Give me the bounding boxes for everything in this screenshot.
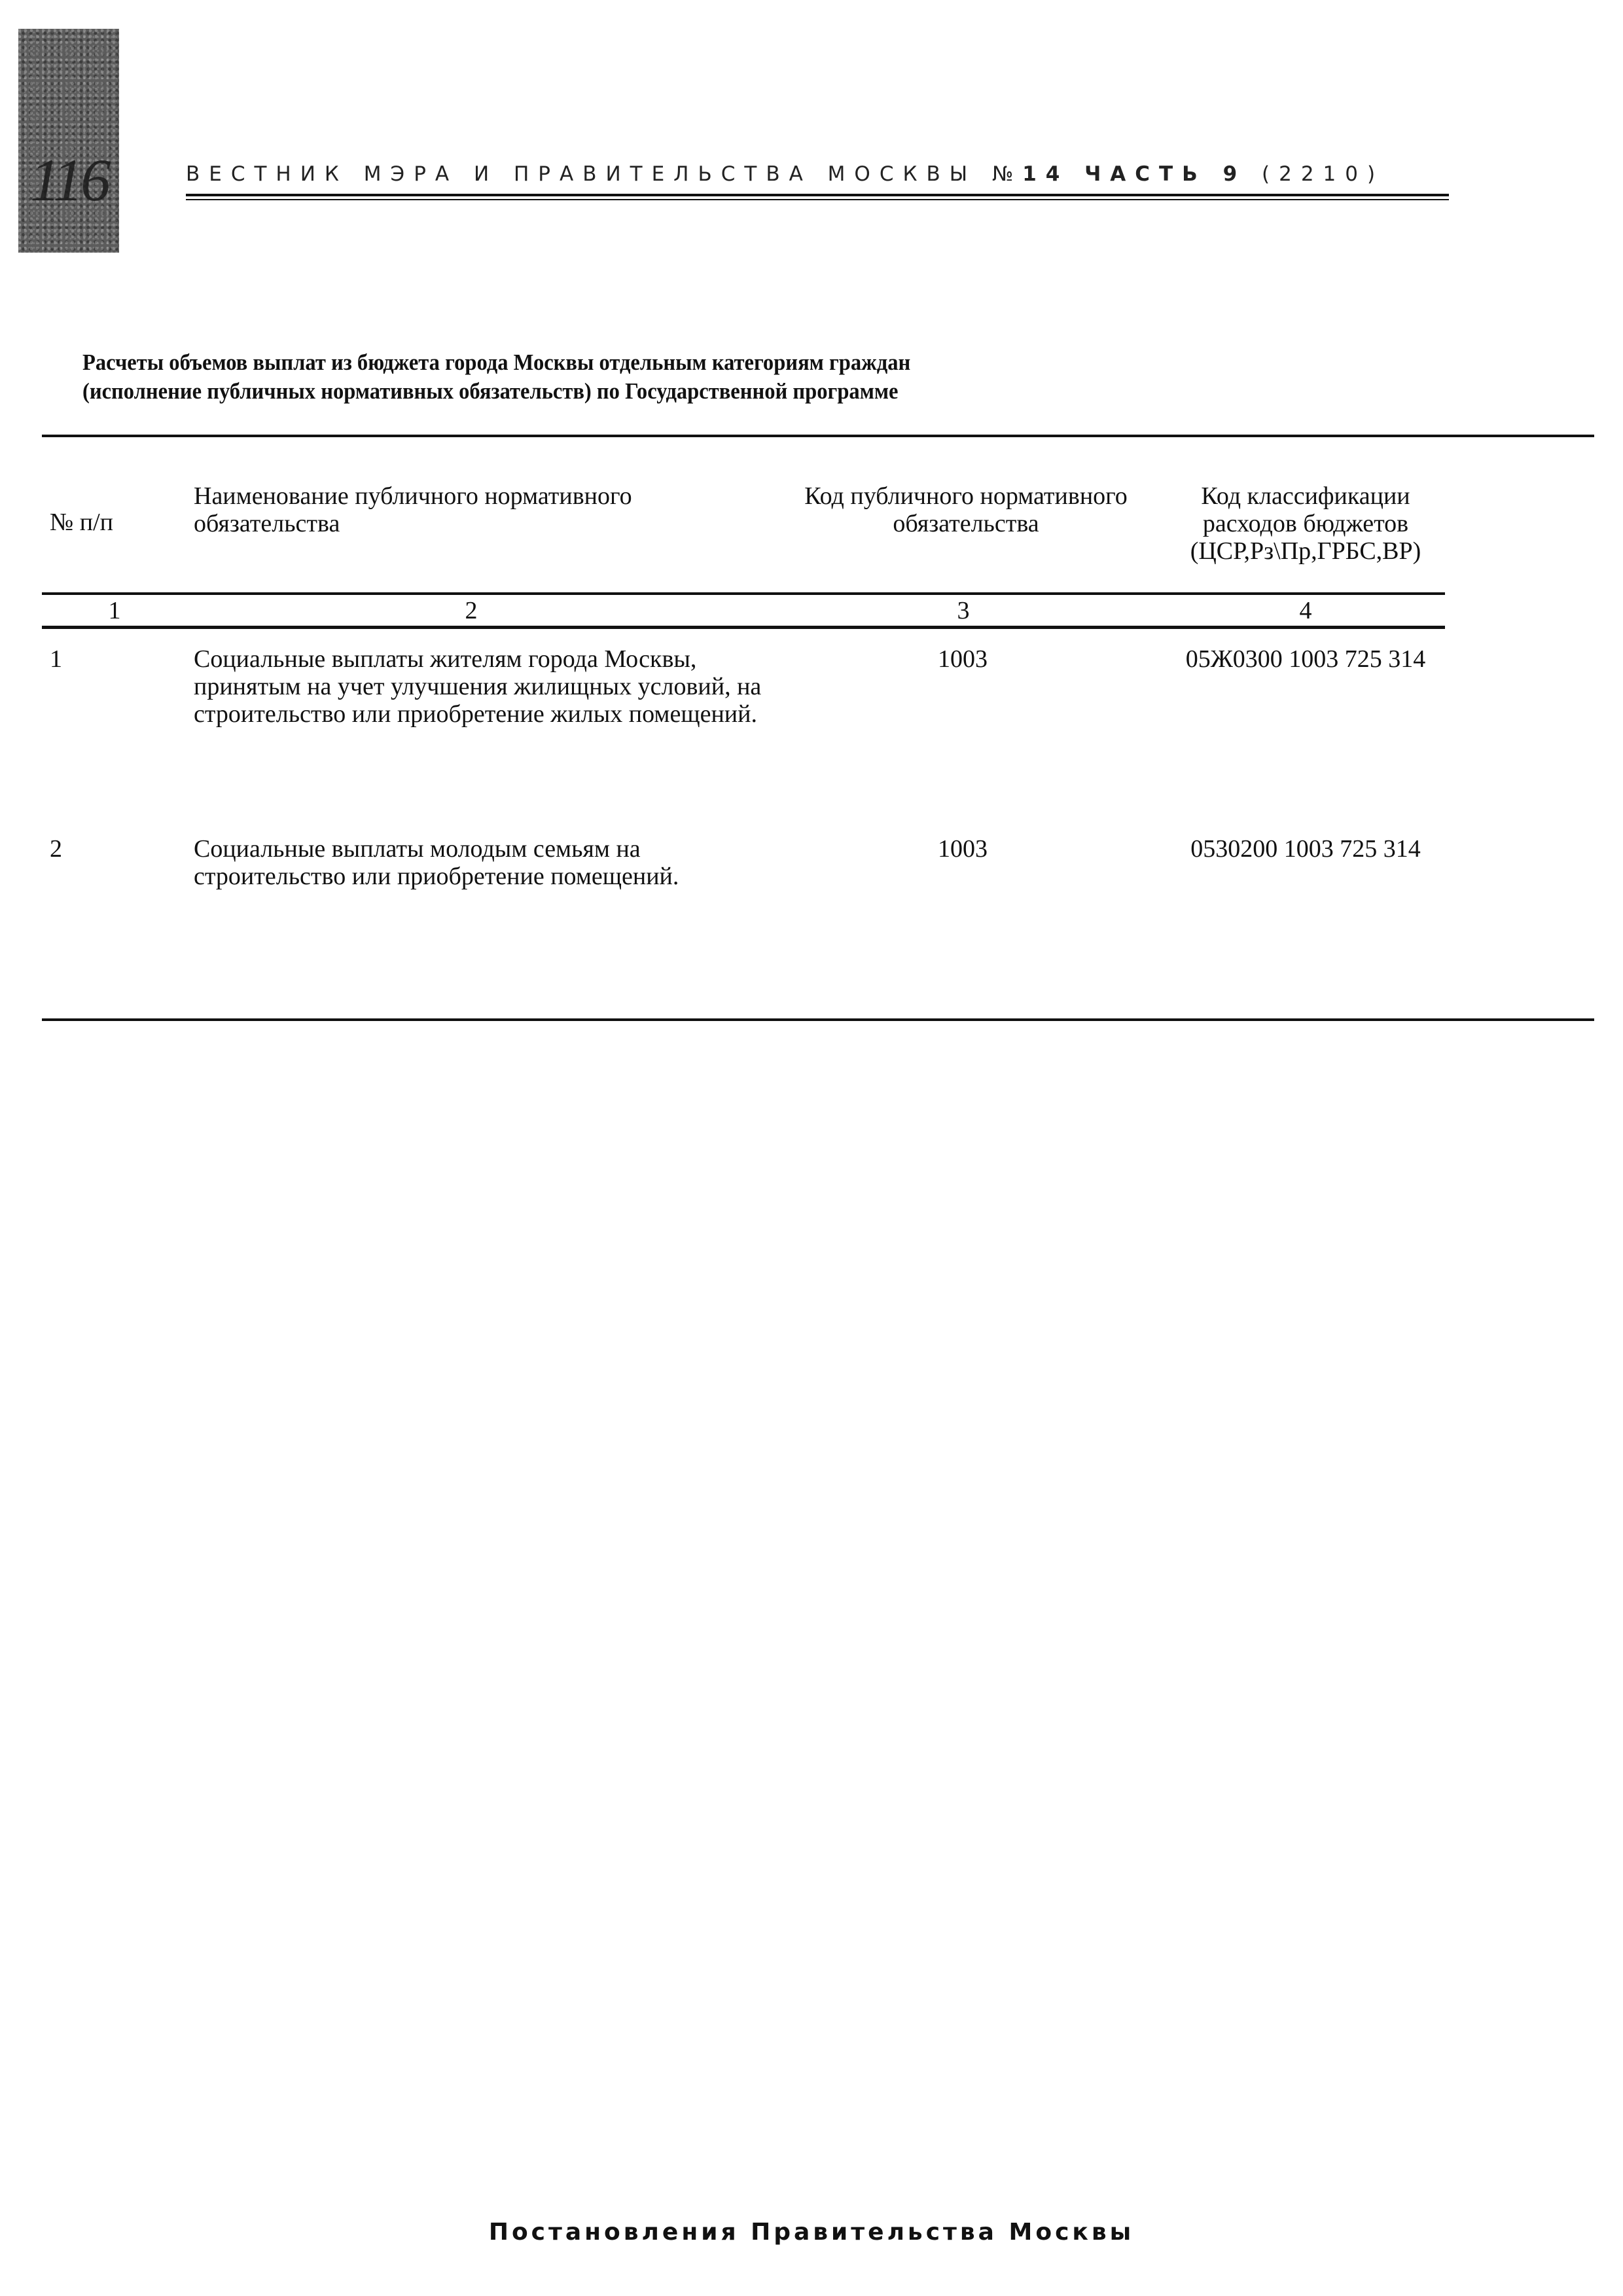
row-obligation-name: Социальные выплаты молодым семьям на строительство или приобретение помещений. <box>194 835 679 890</box>
header-bottom-rule <box>42 592 1445 595</box>
header-classification-code: Код классификации расходов бюджетов (ЦСР,Рз\Пр,ГРБС,ВР) <box>1190 482 1421 565</box>
header-number: № п/п <box>50 509 113 536</box>
issue-number: 14 <box>1022 162 1069 186</box>
header-obligation-name: Наименование публичного нормативного обязательства <box>194 482 632 537</box>
issue-total: (2210) <box>1262 162 1385 186</box>
page-footer: Постановления Правительства Москвы <box>488 2219 1135 2246</box>
header-rule-thin <box>186 199 1449 200</box>
issue-part: ЧАСТЬ 9 <box>1084 162 1247 186</box>
header-obligation-code: Код публичного нормативного обязательства <box>804 482 1128 537</box>
table-bottom-rule <box>42 1018 1594 1021</box>
row-number: 1 <box>50 645 62 673</box>
row-classification-code: 0530200 1003 725 314 <box>1190 835 1421 863</box>
issue-number-label: № <box>991 162 1023 186</box>
row-classification-code: 05Ж0300 1003 725 314 <box>1185 645 1426 673</box>
document-title <box>82 348 1056 406</box>
journal-title: ВЕСТНИК МЭРА И ПРАВИТЕЛЬСТВА МОСКВЫ <box>186 162 977 186</box>
header-rule-thick <box>186 194 1449 196</box>
document-title-line-2: (исполнение публичных нормативных обязательств) по Государственной программе <box>82 378 899 404</box>
page-number-tab <box>18 29 119 253</box>
column-number-2: 2 <box>465 597 478 624</box>
column-numbers-rule <box>42 626 1445 629</box>
document-title-line-1: Расчеты объемов выплат из бюджета города Москвы отдельным категориям граждан <box>82 350 911 375</box>
page-number: 116 <box>30 147 109 213</box>
running-header <box>186 162 1449 186</box>
row-number: 2 <box>50 835 62 863</box>
table-top-rule <box>42 435 1594 437</box>
row-obligation-name: Социальные выплаты жителям города Москвы, принятым на учет улучшения жилищных условий, на строительство или приобретение жилых помещений. <box>194 645 762 728</box>
column-number-3: 3 <box>957 597 970 624</box>
row-obligation-code: 1003 <box>938 835 988 863</box>
column-number-1: 1 <box>108 597 121 624</box>
row-obligation-code: 1003 <box>938 645 988 673</box>
column-number-4: 4 <box>1299 597 1312 624</box>
